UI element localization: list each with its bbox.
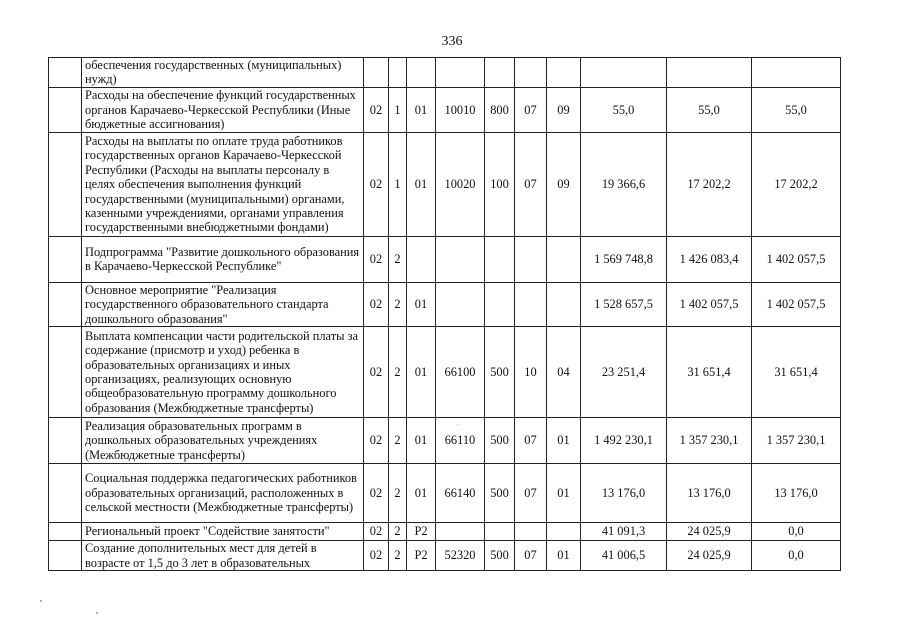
row-margin-cell <box>49 327 82 418</box>
amount-year-1 <box>581 58 667 88</box>
program-code: 02 <box>364 132 389 236</box>
subprogram-code: 2 <box>389 541 407 571</box>
table-row <box>49 236 841 282</box>
direction-code <box>436 282 485 326</box>
row-margin-cell <box>49 87 82 132</box>
expense-type-code: 500 <box>485 418 515 464</box>
direction-code <box>436 58 485 88</box>
row-margin-cell <box>49 541 82 571</box>
expense-type-code <box>485 58 515 88</box>
table-row <box>49 282 841 326</box>
amount-year-3: 1 357 230,1 <box>752 418 841 464</box>
amount-year-3: 0,0 <box>752 523 841 541</box>
amount-year-2: 24 025,9 <box>667 541 752 571</box>
program-code: 02 <box>364 87 389 132</box>
item-name: Основное мероприятие "Реализация государственного образовательного стандарта дошкольного образования" <box>82 282 364 326</box>
measure-code: 01 <box>407 418 436 464</box>
program-code: 02 <box>364 236 389 282</box>
table-row <box>49 541 841 571</box>
table-row <box>49 418 841 464</box>
subprogram-code: 1 <box>389 87 407 132</box>
expense-type-code: 500 <box>485 327 515 418</box>
measure-code <box>407 58 436 88</box>
subprogram-code: 2 <box>389 523 407 541</box>
amount-year-1: 41 091,3 <box>581 523 667 541</box>
expense-type-code <box>485 282 515 326</box>
direction-code: 66100 <box>436 327 485 418</box>
amount-year-1: 19 366,6 <box>581 132 667 236</box>
section-code <box>515 236 547 282</box>
amount-year-2: 1 426 083,4 <box>667 236 752 282</box>
direction-code: 10010 <box>436 87 485 132</box>
expense-type-code: 500 <box>485 464 515 523</box>
section-code: 07 <box>515 87 547 132</box>
amount-year-1: 1 528 657,5 <box>581 282 667 326</box>
subsection-code <box>547 282 581 326</box>
amount-year-3: 13 176,0 <box>752 464 841 523</box>
section-code: 07 <box>515 132 547 236</box>
scan-speck <box>96 612 98 614</box>
subprogram-code: 2 <box>389 236 407 282</box>
program-code: 02 <box>364 418 389 464</box>
amount-year-2: 13 176,0 <box>667 464 752 523</box>
direction-code: 52320 <box>436 541 485 571</box>
amount-year-3: 1 402 057,5 <box>752 282 841 326</box>
scan-speck <box>457 424 458 425</box>
item-name: Расходы на выплаты по оплате труда работников государственных органов Карачаево-Черкесской Республики (Расходы на выплаты персоналу в целях обеспечения выполнения функций государственными (муниципальными) органами, казенными учреждениями, органами управления государственными внебюджетными фондами) <box>82 132 364 236</box>
direction-code: 66110 <box>436 418 485 464</box>
subsection-code <box>547 236 581 282</box>
measure-code: P2 <box>407 541 436 571</box>
amount-year-1: 1 492 230,1 <box>581 418 667 464</box>
expense-type-code <box>485 523 515 541</box>
section-code: 07 <box>515 418 547 464</box>
row-margin-cell <box>49 236 82 282</box>
amount-year-1: 41 006,5 <box>581 541 667 571</box>
subsection-code <box>547 58 581 88</box>
subprogram-code <box>389 58 407 88</box>
amount-year-1: 13 176,0 <box>581 464 667 523</box>
item-name: Реализация образовательных программ в дошкольных образовательных учреждениях (Межбюджетные трансферты) <box>82 418 364 464</box>
scan-speck <box>40 600 42 602</box>
subprogram-code: 2 <box>389 282 407 326</box>
program-code: 02 <box>364 523 389 541</box>
table-row <box>49 87 841 132</box>
subsection-code: 01 <box>547 464 581 523</box>
amount-year-2: 17 202,2 <box>667 132 752 236</box>
subprogram-code: 2 <box>389 327 407 418</box>
measure-code: 01 <box>407 282 436 326</box>
program-code: 02 <box>364 282 389 326</box>
amount-year-2: 55,0 <box>667 87 752 132</box>
measure-code: 01 <box>407 132 436 236</box>
expense-type-code: 800 <box>485 87 515 132</box>
amount-year-3: 55,0 <box>752 87 841 132</box>
direction-code: 66140 <box>436 464 485 523</box>
measure-code: 01 <box>407 87 436 132</box>
item-name: Региональный проект "Содействие занятости" <box>82 523 364 541</box>
amount-year-2: 1 402 057,5 <box>667 282 752 326</box>
measure-code: 01 <box>407 464 436 523</box>
budget-table <box>48 57 841 571</box>
amount-year-1: 23 251,4 <box>581 327 667 418</box>
row-margin-cell <box>49 523 82 541</box>
section-code <box>515 282 547 326</box>
program-code: 02 <box>364 327 389 418</box>
expense-type-code: 500 <box>485 541 515 571</box>
amount-year-2: 1 357 230,1 <box>667 418 752 464</box>
amount-year-2: 24 025,9 <box>667 523 752 541</box>
table-row <box>49 523 841 541</box>
program-code: 02 <box>364 464 389 523</box>
amount-year-1: 55,0 <box>581 87 667 132</box>
amount-year-3: 1 402 057,5 <box>752 236 841 282</box>
expense-type-code: 100 <box>485 132 515 236</box>
item-name: Выплата компенсации части родительской платы за содержание (присмотр и уход) ребенка в образовательных организациях и иных организациях, реализующих основную общеобразовательную программу дошкольного образования (Межбюджетные трансферты) <box>82 327 364 418</box>
item-name: Подпрограмма "Развитие дошкольного образования в Карачаево-Черкесской Республике" <box>82 236 364 282</box>
item-name: Создание дополнительных мест для детей в возрасте от 1,5 до 3 лет в образовательных <box>82 541 364 571</box>
row-margin-cell <box>49 132 82 236</box>
item-name: Расходы на обеспечение функций государственных органов Карачаево-Черкесской Республики (Иные бюджетные ассигнования) <box>82 87 364 132</box>
section-code: 07 <box>515 541 547 571</box>
table-row <box>49 58 841 88</box>
amount-year-3: 17 202,2 <box>752 132 841 236</box>
measure-code: 01 <box>407 327 436 418</box>
row-margin-cell <box>49 464 82 523</box>
amount-year-2 <box>667 58 752 88</box>
subsection-code: 09 <box>547 132 581 236</box>
direction-code <box>436 236 485 282</box>
section-code: 07 <box>515 464 547 523</box>
amount-year-2: 31 651,4 <box>667 327 752 418</box>
subsection-code: 01 <box>547 418 581 464</box>
direction-code: 10020 <box>436 132 485 236</box>
table-row <box>49 327 841 418</box>
item-name: Социальная поддержка педагогических работников образовательных организаций, расположенных в сельской местности (Межбюджетные трансферты) <box>82 464 364 523</box>
subprogram-code: 2 <box>389 464 407 523</box>
subsection-code <box>547 523 581 541</box>
amount-year-3: 0,0 <box>752 541 841 571</box>
direction-code <box>436 523 485 541</box>
subsection-code: 09 <box>547 87 581 132</box>
table-row <box>49 132 841 236</box>
program-code <box>364 58 389 88</box>
program-code: 02 <box>364 541 389 571</box>
row-margin-cell <box>49 282 82 326</box>
row-margin-cell <box>49 58 82 88</box>
section-code: 10 <box>515 327 547 418</box>
measure-code: P2 <box>407 523 436 541</box>
amount-year-3 <box>752 58 841 88</box>
subsection-code: 01 <box>547 541 581 571</box>
table-row <box>49 464 841 523</box>
subsection-code: 04 <box>547 327 581 418</box>
subprogram-code: 1 <box>389 132 407 236</box>
amount-year-3: 31 651,4 <box>752 327 841 418</box>
item-name: обеспечения государственных (муниципальных) нужд) <box>82 58 364 88</box>
measure-code <box>407 236 436 282</box>
amount-year-1: 1 569 748,8 <box>581 236 667 282</box>
section-code <box>515 58 547 88</box>
page-number: 336 <box>441 34 463 49</box>
row-margin-cell <box>49 418 82 464</box>
section-code <box>515 523 547 541</box>
expense-type-code <box>485 236 515 282</box>
subprogram-code: 2 <box>389 418 407 464</box>
